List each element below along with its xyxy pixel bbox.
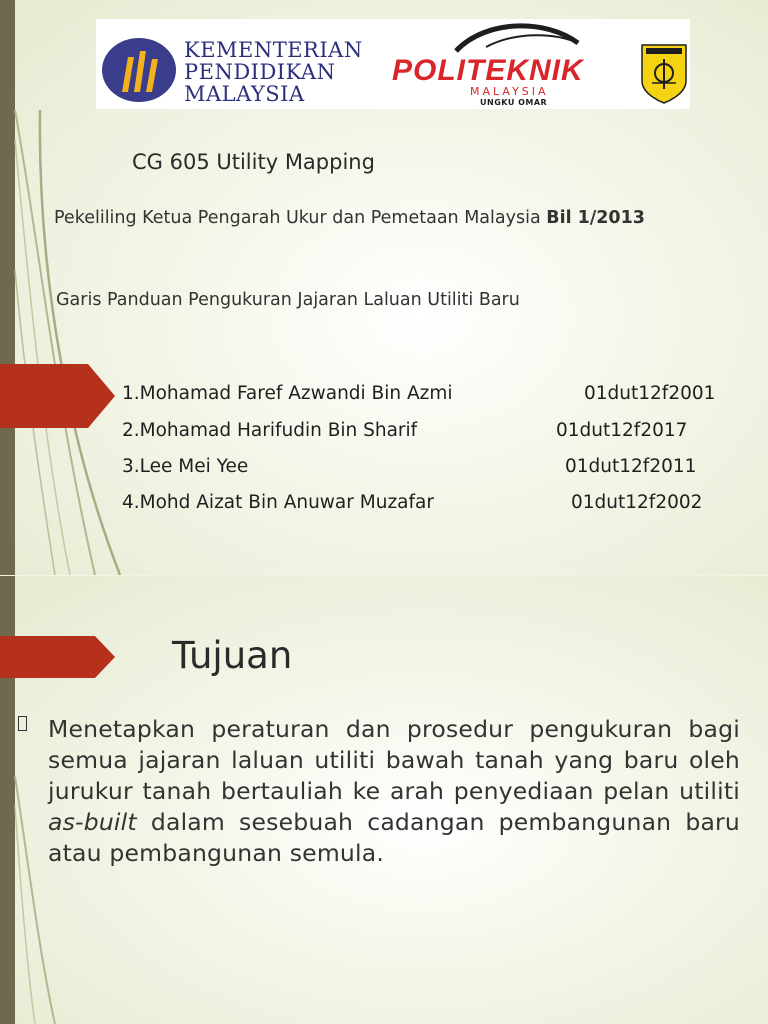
politeknik-arc-icon: [446, 21, 586, 55]
accent-arrow-icon: [0, 636, 115, 678]
kpm-logo-text: [184, 39, 363, 105]
member-name-1: 1.Mohamad Faref Azwandi Bin Azmi: [122, 383, 453, 404]
bullet-icon: [18, 716, 27, 731]
member-name-3: 3.Lee Mei Yee: [122, 456, 249, 477]
circular-reference: [20, 206, 710, 230]
kpm-line-2: PENDIDIKAN: [184, 60, 336, 84]
member-name-4: 4.Mohd Aizat Bin Anuwar Muzafar: [122, 492, 434, 513]
objective-paragraph: [48, 714, 740, 869]
circular-text: Pekeliling Ketua Pengarah Ukur dan Pemetaan Malaysia: [54, 208, 547, 228]
accent-arrow-icon: [0, 364, 115, 428]
member-id-2: 01dut12f2017: [556, 420, 688, 441]
course-title: CG 605 Utility Mapping: [132, 150, 375, 174]
kpm-emblem-icon: [100, 37, 178, 103]
politeknik-logo-text: POLITEKNIK: [392, 54, 584, 87]
politeknik-campus-text: UNGKU OMAR: [480, 98, 548, 107]
member-name-2: 2.Mohamad Harifudin Bin Sharif: [122, 420, 418, 441]
member-id-4: 01dut12f2002: [571, 492, 703, 513]
kpm-line-1: KEMENTERIAN: [184, 38, 363, 62]
circular-number: Bil 1/2013: [546, 208, 645, 228]
logo-banner: [96, 19, 690, 109]
politeknik-country-text: MALAYSIA: [470, 85, 549, 98]
objective-text-1: Menetapkan peraturan dan prosedur pengukuran bagi semua jajaran laluan utiliti bawah tanah yang baru oleh jurukur tanah bertauliah ke arah penyediaan pelan utiliti: [48, 715, 740, 805]
objective-text-italic: as-built: [48, 808, 137, 836]
puo-crest-icon: [640, 43, 688, 105]
member-id-3: 01dut12f2011: [565, 456, 697, 477]
objective-text-2: dalam sesebuah cadangan pembangunan baru atau pembangunan semula.: [48, 808, 740, 867]
guideline-title: Garis Panduan Pengukuran Jajaran Laluan Utiliti Baru: [56, 290, 520, 310]
slide-2: [0, 576, 768, 1024]
member-id-1: 01dut12f2001: [584, 383, 716, 404]
slide-heading: Tujuan: [172, 634, 293, 677]
kpm-line-3: MALAYSIA: [184, 82, 305, 106]
